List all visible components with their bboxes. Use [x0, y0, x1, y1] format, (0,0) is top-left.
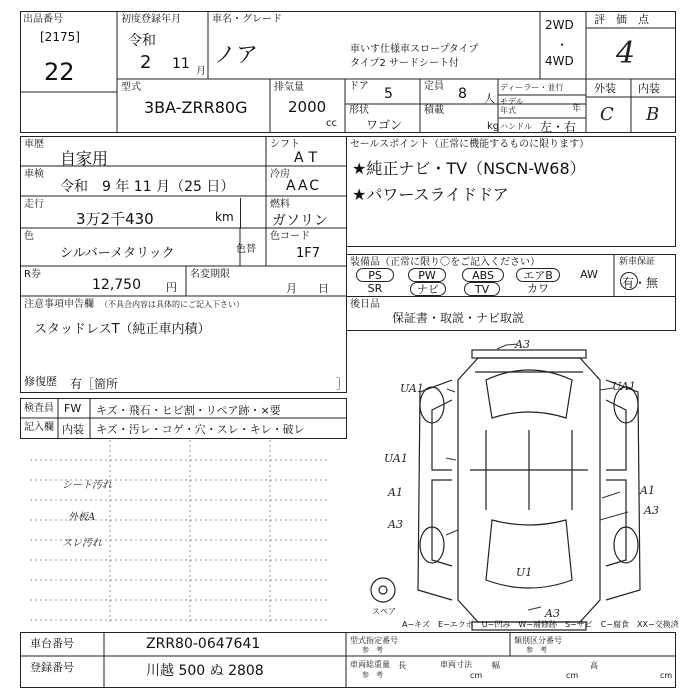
dim-height-unit: cm — [660, 671, 673, 680]
type-designation-sub: 参 考 — [362, 646, 383, 654]
car-name: ノア — [214, 43, 259, 68]
equipment-airbag: エアB — [516, 268, 560, 282]
type-designation-label: 型式指定番号 — [350, 636, 398, 645]
plate-label: 登録番号 — [30, 661, 74, 674]
dimensions-label: 車両寸法 — [440, 660, 472, 669]
color-code-value: 1F7 — [296, 246, 321, 261]
interior-score: B — [646, 104, 660, 125]
grade-line2: タイプ2 サードシート付 — [350, 58, 460, 69]
mileage-label: 走行 — [24, 199, 44, 210]
displacement-label: 排気量 — [274, 82, 304, 93]
mark-left-4: A3 — [388, 518, 403, 531]
reg-expiry-label: 名変期限 — [190, 269, 230, 280]
handwriting-line-2: 外板A — [68, 512, 96, 523]
model-year-unit: 年 — [572, 104, 582, 114]
sales-point-2: ★パワースライドドア — [352, 185, 509, 204]
mark-right-1: UA1 — [612, 380, 636, 393]
doors-label: ドア — [349, 81, 369, 92]
interior-score-label: 内装 — [638, 82, 660, 95]
repair-label: 修復歴 — [24, 375, 57, 388]
dealer-label: ディーラー・並行 — [500, 83, 564, 92]
inspector-label-1: 検査員 — [24, 403, 54, 414]
shift-label: シフト — [270, 139, 300, 150]
lot-number: 22 — [44, 58, 75, 86]
mileage-divider — [240, 198, 241, 228]
load-label: 積載 — [424, 105, 444, 116]
exterior-score-label: 外装 — [594, 82, 616, 95]
displacement-value: 2000 — [288, 98, 327, 116]
equipment-ps: PS — [356, 268, 394, 282]
grade-line1: 車いす仕様車スロープタイプ — [350, 44, 479, 55]
sales-points-label: セールスポイント（正常に機能するものに限ります） — [350, 139, 590, 150]
car-label: 車名・グレード — [212, 14, 282, 25]
handle-value: 左・右 — [540, 120, 577, 134]
dim-length-unit: cm — [470, 671, 483, 680]
ac-value: AAC — [286, 178, 322, 194]
drive-dot: ・ — [556, 38, 569, 52]
lot-id: [2175] — [40, 30, 80, 44]
new-warranty-label: 新車保証 — [619, 257, 656, 267]
capacity-label: 定員 — [424, 81, 444, 92]
dim-height-label: 高 — [590, 661, 598, 670]
equipment-abs: ABS — [462, 268, 504, 282]
mark-right-2: A1 — [640, 484, 655, 497]
chassis-value: ZRR80-0647641 — [146, 636, 261, 652]
color-value: シルバーメタリック — [60, 246, 175, 261]
mark-bottom: A3 — [545, 607, 560, 620]
exterior-score: C — [600, 104, 614, 125]
dim-width-unit: cm — [566, 671, 579, 680]
repair-value: 有［箇所 — [70, 377, 119, 391]
color-label: 色 — [24, 231, 34, 242]
equipment-sr: SR — [367, 282, 383, 295]
mark-right-3: A3 — [644, 504, 659, 517]
inspector-int-label: 内装 — [62, 423, 84, 436]
sales-point-1: ★純正ナビ・TV（NSCN-W68） — [352, 159, 586, 178]
history-value: 自家用 — [60, 149, 109, 168]
handle-label: ハンドル — [500, 122, 532, 131]
handwriting-line-1: シート汚れ — [62, 480, 112, 491]
capacity-unit: 人 — [484, 92, 495, 105]
score-label: 評 価 点 — [594, 13, 649, 26]
inspection-label: 車検 — [24, 169, 44, 180]
inspector-label-2: 記入欄 — [24, 422, 54, 433]
reg-month-unit: 月 — [196, 66, 206, 77]
mark-left-1: UA1 — [400, 382, 424, 395]
inspector-ext-label: FW — [64, 402, 82, 415]
shift-value: AT — [294, 150, 324, 166]
inspector-int-items: キズ・汚レ・コゲ・穴・スレ・キレ・破レ — [96, 423, 305, 436]
mileage-unit: km — [215, 210, 234, 224]
handwriting-line-3: スレ汚れ — [62, 538, 102, 549]
recycle-label: R券 — [24, 269, 41, 280]
dim-width-label: 幅 — [492, 661, 500, 670]
documents-value: 保証書・取説・ナビ取説 — [392, 311, 525, 325]
mileage-value: 3万2千430 — [76, 210, 154, 228]
history-label: 車歴 — [24, 139, 44, 150]
gross-weight-label: 車両総重量 — [350, 660, 390, 669]
load-unit: kg — [487, 121, 500, 132]
gross-weight-sub: 参 考 — [362, 671, 383, 679]
repair-end: ］ — [336, 377, 349, 391]
reg-year: 2 — [140, 52, 152, 73]
notes-text: スタッドレスT（純正車内積） — [34, 322, 211, 337]
dim-length-label: 長 — [398, 661, 406, 670]
notes-label: 注意事項申告欄 — [24, 299, 94, 310]
model-label: 型式 — [121, 82, 141, 93]
model-year-label1: モデル — [500, 97, 524, 106]
inspection-value: 令和 9 年 11 月（25 日） — [60, 179, 235, 195]
reg-era: 令和 — [128, 33, 156, 49]
lot-label: 出品番号 — [23, 14, 63, 25]
model-value: 3BA-ZRR80G — [144, 98, 248, 117]
ac-label: 冷房 — [270, 169, 290, 180]
new-warranty-value: 有・無 — [622, 276, 659, 290]
doors-value: 5 — [384, 86, 393, 102]
score-value: 4 — [616, 36, 636, 71]
recycle-unit: 円 — [166, 281, 177, 294]
drive-2wd: 2WD — [545, 18, 574, 32]
drive-4wd: 4WD — [545, 54, 574, 68]
reg-expiry-month: 月 — [286, 282, 297, 295]
equipment-leather: カワ — [527, 282, 549, 295]
color-code-label: 色コード — [270, 231, 310, 242]
fuel-label: 燃料 — [270, 199, 290, 210]
notes-sub: （不具合内容は具体的にご記入下さい） — [100, 300, 244, 309]
documents-label: 後日品 — [350, 299, 380, 310]
reg-expiry-day: 日 — [318, 282, 329, 295]
reg-month: 11 — [172, 56, 190, 72]
recycle-value: 12,750 — [92, 277, 141, 293]
displacement-unit: cc — [326, 118, 337, 129]
mark-left-2: UA1 — [384, 452, 408, 465]
plate-value: 川越 500 ぬ 2808 — [146, 663, 264, 679]
class-code-sub: 参 考 — [526, 646, 547, 654]
equipment-navi: ナビ — [410, 282, 446, 296]
equipment-aw: AW — [580, 268, 598, 281]
class-code-label: 類別区分番号 — [514, 636, 562, 645]
damage-legend: A−キズ E−エクボ U−凹み W−補修跡 S−サビ C−腐食 XX−交換済 — [402, 620, 679, 629]
capacity-value: 8 — [458, 86, 467, 102]
mark-top: A3 — [515, 338, 530, 351]
reg-date-label: 初度登録年月 — [121, 14, 181, 25]
model-year-label2: 年式 — [500, 106, 516, 115]
mark-center: U1 — [516, 566, 533, 579]
color-swap-label: 色替 — [236, 244, 256, 255]
new-warranty-circle — [620, 272, 638, 290]
equipment-pw: PW — [408, 268, 446, 282]
equipment-label: 装備品（正常に限り〇をご記入ください） — [350, 257, 540, 268]
inspector-ext-items: キズ・飛石・ヒビ割・リペア跡・×要 — [96, 404, 281, 417]
fuel-value: ガソリン — [272, 213, 328, 229]
chassis-label: 車台番号 — [30, 637, 74, 650]
mark-left-3: A1 — [388, 486, 403, 499]
spare-tire-label: スペア — [372, 607, 396, 616]
equipment-tv: TV — [464, 282, 500, 296]
shape-value: ワゴン — [366, 118, 403, 132]
shape-label: 形状 — [349, 105, 369, 116]
